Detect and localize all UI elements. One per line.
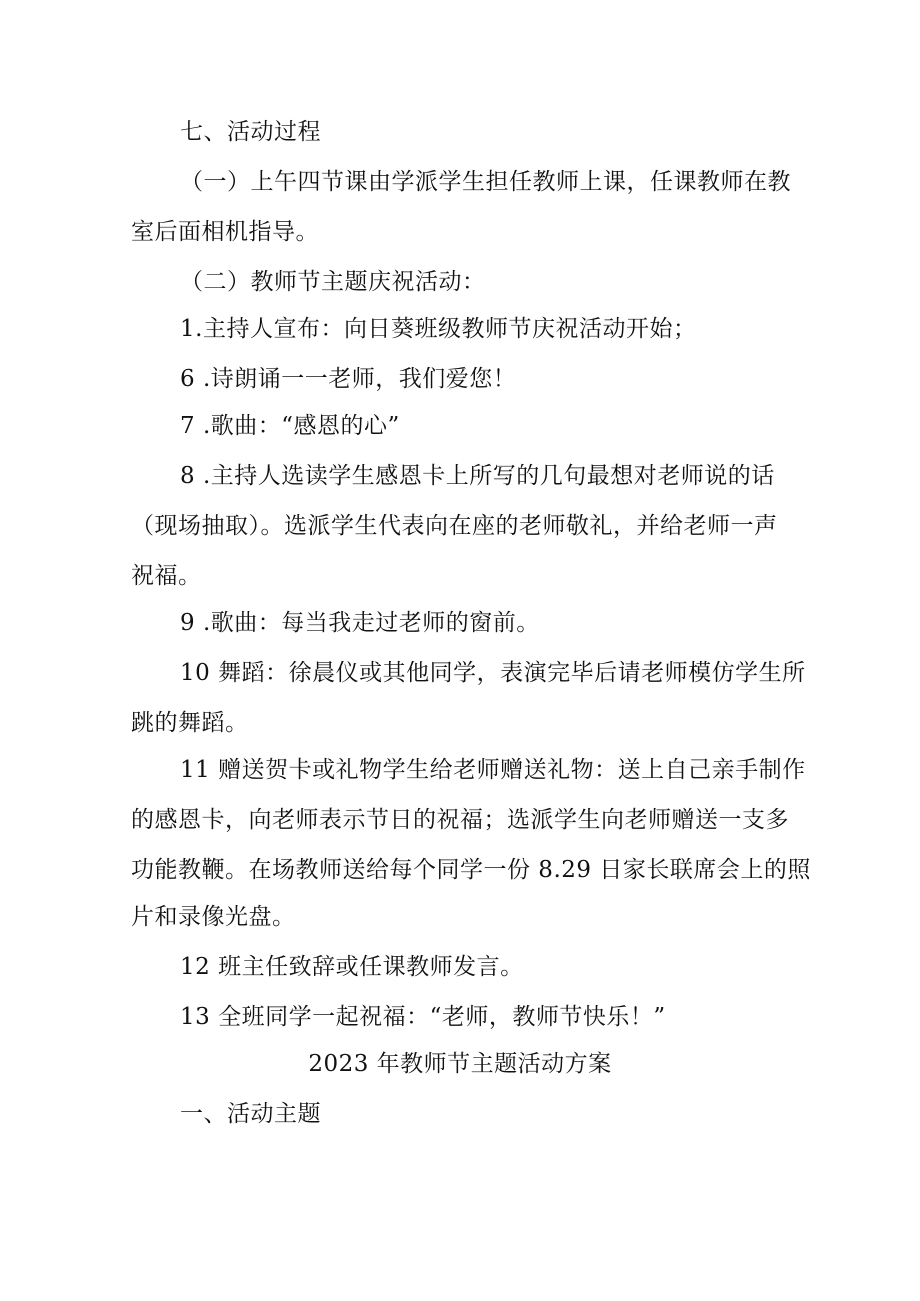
list-item: 8 .主持人选读学生感恩卡上所写的几句最想对老师说的话 [180,463,775,489]
list-item: 1.主持人宣布：向日葵班级教师节庆祝活动开始； [180,316,697,342]
paragraph-line: 祝福。 [131,563,202,589]
list-item: 6 .诗朗诵一一老师，我们爱您！ [180,366,517,392]
paragraph-line: 功能教鞭。在场教师送给每个同学一份 8.29 日家长联席会上的照 [131,857,811,883]
paragraph-line: 室后面相机指导。 [131,219,319,245]
list-item: 13 全班同学一起祝福：“老师，教师节快乐！” [180,1004,666,1030]
document-title: 2023 年教师节主题活动方案 [308,1051,612,1077]
paragraph-line: （一）上午四节课由学派学生担任教师上课，任课教师在教 [180,169,791,195]
list-item: 9 .歌曲：每当我走过老师的窗前。 [180,610,540,636]
paragraph-line: 的感恩卡，向老师表示节日的祝福；选派学生向老师赠送一支多 [131,807,789,833]
paragraph-line: 跳的舞蹈。 [131,710,249,736]
section-heading-theme: 一、活动主题 [180,1101,321,1127]
list-item: 11 赠送贺卡或礼物学生给老师赠送礼物：送上自己亲手制作 [180,757,806,783]
paragraph-line: （现场抽取）。选派学生代表向在座的老师敬礼，并给老师一声 [131,513,778,539]
list-item: 12 班主任致辞或任课教师发言。 [180,954,524,980]
subsection-heading: （二）教师节主题庆祝活动： [180,269,486,295]
list-item: 10 舞蹈：徐晨仪或其他同学，表演完毕后请老师模仿学生所 [180,660,806,686]
section-heading-process: 七、活动过程 [180,119,321,145]
list-item: 7 .歌曲：“感恩的心” [180,413,400,439]
paragraph-line: 片和录像光盘。 [131,904,296,930]
